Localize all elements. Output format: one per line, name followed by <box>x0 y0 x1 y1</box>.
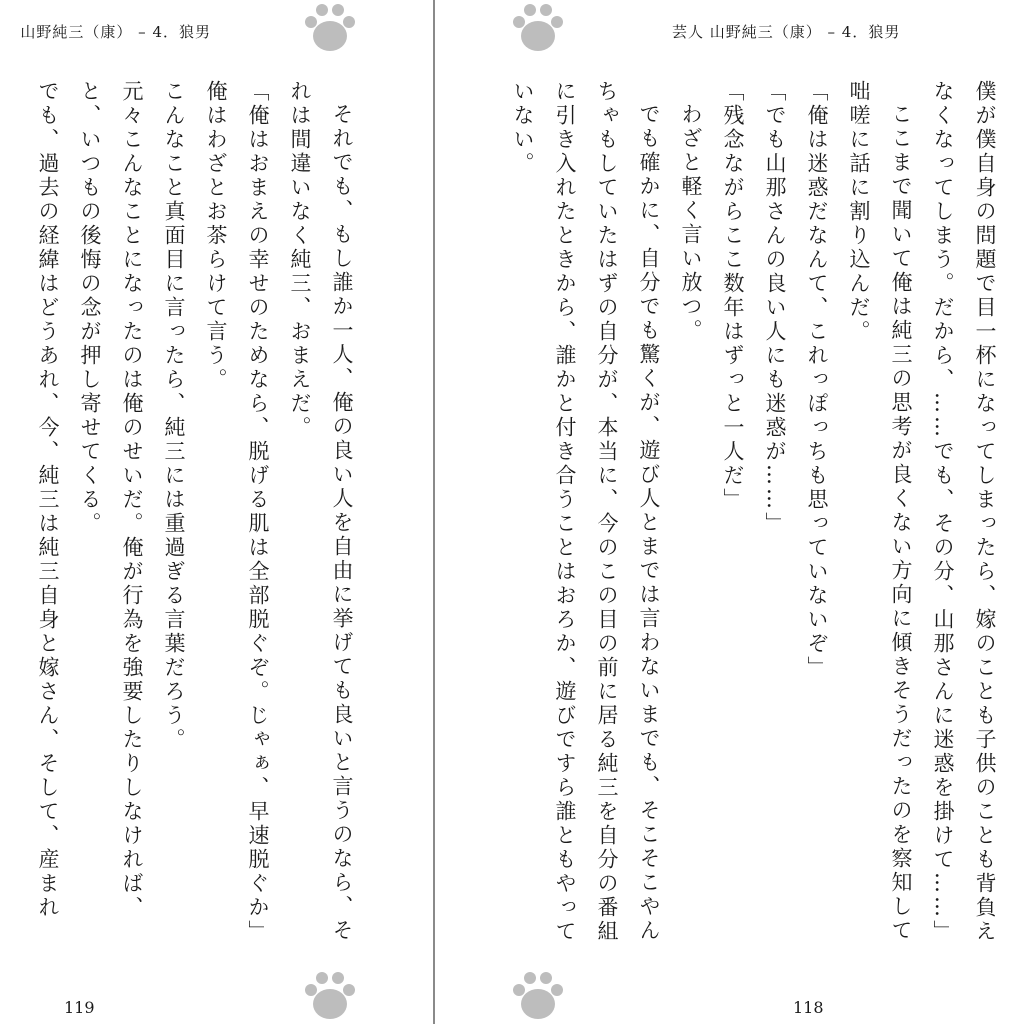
text-line: なくなってしまう。だから、……でも、その分、山那さんに迷惑を掛けて……」 <box>931 80 955 944</box>
paw-print-icon <box>512 968 564 1024</box>
left-page <box>0 0 433 1024</box>
text-line: れは間違いなく純三、おまえだ。 <box>288 80 312 440</box>
text-line: それでも、もし誰か一人、俺の良い人を自由に挙げても良いと言うのなら、そ <box>330 103 354 943</box>
paw-print-icon <box>512 0 564 56</box>
text-line: こんなこと真面目に言ったら、純三には重過ぎる言葉だろう。 <box>162 80 186 752</box>
book-spine <box>433 0 435 1024</box>
text-line: と、いつもの後悔の念が押し寄せてくる。 <box>78 80 102 536</box>
text-line: 僕が僕自身の問題で目一杯になってしまったら、嫁のことも子供のことも背負え <box>973 80 997 944</box>
paw-print-icon <box>304 968 356 1024</box>
text-line: いない。 <box>511 80 535 176</box>
running-header: 芸人 山野純三（康） – 4．狼男 <box>672 23 901 41</box>
page-number: 119 <box>64 998 95 1017</box>
text-line: に引き入れたときから、誰かと付き合うことはおろか、遊びですら誰ともやって <box>553 80 577 944</box>
dialogue-line: 「俺はおまえの幸せのためなら、脱げる肌は全部脱ぐぞ。じゃぁ、早速脱ぐか」 <box>246 80 270 944</box>
body-text <box>502 80 1006 960</box>
page-number: 118 <box>793 998 824 1017</box>
text-line: でも、過去の経緯はどうあれ、今、純三は純三自身と嫁さん、そして、産まれ <box>36 80 60 920</box>
text-line: 元々こんなことになったのは俺のせいだ。俺が行為を強要したりしなければ、 <box>120 80 144 920</box>
text-line: 俺はわざとお茶らけて言う。 <box>204 80 228 392</box>
text-line: ちゃもしていたはずの自分が、本当に、今のこの目の前に居る純三を自分の番組 <box>595 80 619 944</box>
dialogue-line: 「でも山那さんの良い人にも迷惑が……」 <box>763 80 787 536</box>
text-line: 咄嗟に話に割り込んだ。 <box>847 80 871 344</box>
dialogue-line: 「残念ながらここ数年はずっと一人だ」 <box>721 80 745 512</box>
text-line: ここまで聞いて俺は純三の思考が良くない方向に傾きそうだったのを察知して <box>889 103 913 943</box>
paw-print-icon <box>304 0 356 56</box>
right-page <box>436 0 1024 1024</box>
body-text <box>27 80 363 960</box>
running-header: 山野純三（康） – 4．狼男 <box>20 23 211 41</box>
dialogue-line: 「俺は迷惑だなんて、これっぽっちも思っていないぞ」 <box>805 80 829 680</box>
text-line: でも確かに、自分でも驚くが、遊び人とまでは言わないまでも、そこそこやん <box>637 103 661 943</box>
text-line: わざと軽く言い放つ。 <box>679 103 703 343</box>
